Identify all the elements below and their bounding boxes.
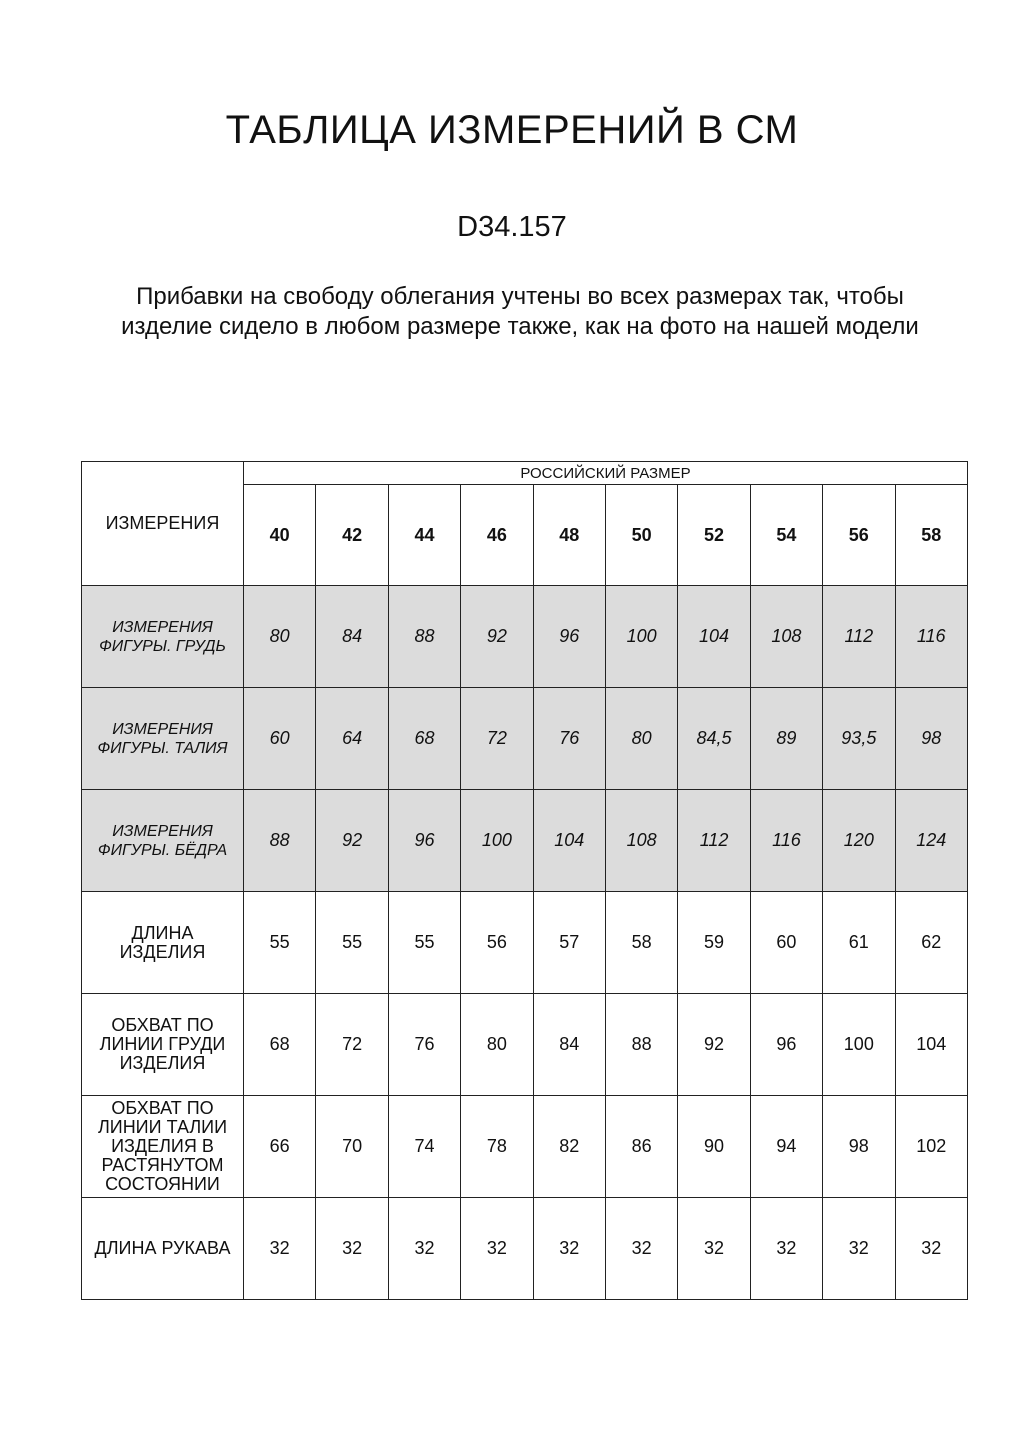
table-cell: 72: [461, 688, 533, 790]
table-cell: 80: [244, 586, 316, 688]
table-cell: 96: [533, 586, 605, 688]
table-cell: 92: [678, 994, 750, 1096]
table-cell: 32: [316, 1198, 388, 1300]
table-cell: 100: [461, 790, 533, 892]
table-cell: 84,5: [678, 688, 750, 790]
table-cell: 93,5: [823, 688, 895, 790]
table-cell: 55: [388, 892, 460, 994]
table-cell: 59: [678, 892, 750, 994]
row-label: ИЗМЕРЕНИЯ ФИГУРЫ. ТАЛИЯ: [82, 688, 244, 790]
table-cell: 104: [895, 994, 967, 1096]
table-cell: 98: [895, 688, 967, 790]
table-row: [82, 790, 968, 892]
table-cell: 55: [244, 892, 316, 994]
table-cell: 68: [244, 994, 316, 1096]
table-cell: 90: [678, 1096, 750, 1198]
table-cell: 88: [388, 586, 460, 688]
table-row: [82, 1198, 968, 1300]
size-54: 54: [750, 485, 822, 586]
product-code: D34.157: [457, 211, 567, 243]
table-cell: 32: [461, 1198, 533, 1300]
table-cell: 32: [533, 1198, 605, 1300]
table-row: [82, 586, 968, 688]
size-58: 58: [895, 485, 967, 586]
table-cell: 120: [823, 790, 895, 892]
table-row: [82, 994, 968, 1096]
table-cell: 88: [244, 790, 316, 892]
size-table: [81, 461, 968, 1300]
table-cell: 70: [316, 1096, 388, 1198]
table-cell: 86: [605, 1096, 677, 1198]
table-cell: 112: [678, 790, 750, 892]
table-cell: 32: [895, 1198, 967, 1300]
table-cell: 55: [316, 892, 388, 994]
table-cell: 60: [750, 892, 822, 994]
table-cell: 32: [244, 1198, 316, 1300]
table-cell: 102: [895, 1096, 967, 1198]
table-cell: 104: [678, 586, 750, 688]
row-label: ОБХВАТ ПО ЛИНИИ ТАЛИИ ИЗДЕЛИЯ В РАСТЯНУТОМ СОСТОЯНИИ: [82, 1096, 244, 1198]
fit-note: Прибавки на свободу облегания учтены во всех размерах так, чтобы изделие сидело в любом размере также, как на фото на нашей модели: [121, 283, 919, 340]
table-cell: 98: [823, 1096, 895, 1198]
row-label: ДЛИНА РУКАВА: [82, 1198, 244, 1300]
table-cell: 82: [533, 1096, 605, 1198]
row-label: ОБХВАТ ПО ЛИНИИ ГРУДИ ИЗДЕЛИЯ: [82, 994, 244, 1096]
table-cell: 64: [316, 688, 388, 790]
table-cell: 80: [605, 688, 677, 790]
measurements-header: ИЗМЕРЕНИЯ: [82, 462, 244, 586]
table-cell: 84: [533, 994, 605, 1096]
table-cell: 84: [316, 586, 388, 688]
table-cell: 89: [750, 688, 822, 790]
table-cell: 62: [895, 892, 967, 994]
table-cell: 108: [605, 790, 677, 892]
table-cell: 76: [388, 994, 460, 1096]
table-cell: 68: [388, 688, 460, 790]
table-header-row: [82, 462, 968, 485]
table-cell: 116: [750, 790, 822, 892]
table-cell: 104: [533, 790, 605, 892]
table-cell: 108: [750, 586, 822, 688]
table-cell: 88: [605, 994, 677, 1096]
table-cell: 32: [605, 1198, 677, 1300]
row-label: ИЗМЕРЕНИЯ ФИГУРЫ. БЁДРА: [82, 790, 244, 892]
table-row: [82, 1096, 968, 1198]
table-cell: 32: [388, 1198, 460, 1300]
table-cell: 116: [895, 586, 967, 688]
table-cell: 100: [605, 586, 677, 688]
table-cell: 124: [895, 790, 967, 892]
size-44: 44: [388, 485, 460, 586]
table-cell: 78: [461, 1096, 533, 1198]
row-label: ДЛИНА ИЗДЕЛИЯ: [82, 892, 244, 994]
table-cell: 56: [461, 892, 533, 994]
table-cell: 74: [388, 1096, 460, 1198]
page-title: ТАБЛИЦА ИЗМЕРЕНИЙ В СМ: [225, 108, 799, 152]
table-cell: 92: [461, 586, 533, 688]
size-52: 52: [678, 485, 750, 586]
size-48: 48: [533, 485, 605, 586]
table-cell: 32: [678, 1198, 750, 1300]
table-cell: 92: [316, 790, 388, 892]
table-row: [82, 892, 968, 994]
size-46: 46: [461, 485, 533, 586]
table-cell: 60: [244, 688, 316, 790]
size-40: 40: [244, 485, 316, 586]
table-cell: 72: [316, 994, 388, 1096]
table-cell: 66: [244, 1096, 316, 1198]
size-42: 42: [316, 485, 388, 586]
table-cell: 112: [823, 586, 895, 688]
size-56: 56: [823, 485, 895, 586]
russian-size-header: РОССИЙСКИЙ РАЗМЕР: [244, 462, 968, 485]
size-50: 50: [605, 485, 677, 586]
table-cell: 96: [388, 790, 460, 892]
table-cell: 100: [823, 994, 895, 1096]
table-cell: 32: [750, 1198, 822, 1300]
table-cell: 61: [823, 892, 895, 994]
table-cell: 94: [750, 1096, 822, 1198]
table-cell: 76: [533, 688, 605, 790]
table-cell: 58: [605, 892, 677, 994]
table-row: [82, 688, 968, 790]
table-cell: 32: [823, 1198, 895, 1300]
row-label: ИЗМЕРЕНИЯ ФИГУРЫ. ГРУДЬ: [82, 586, 244, 688]
table-cell: 96: [750, 994, 822, 1096]
table-cell: 80: [461, 994, 533, 1096]
table-cell: 57: [533, 892, 605, 994]
